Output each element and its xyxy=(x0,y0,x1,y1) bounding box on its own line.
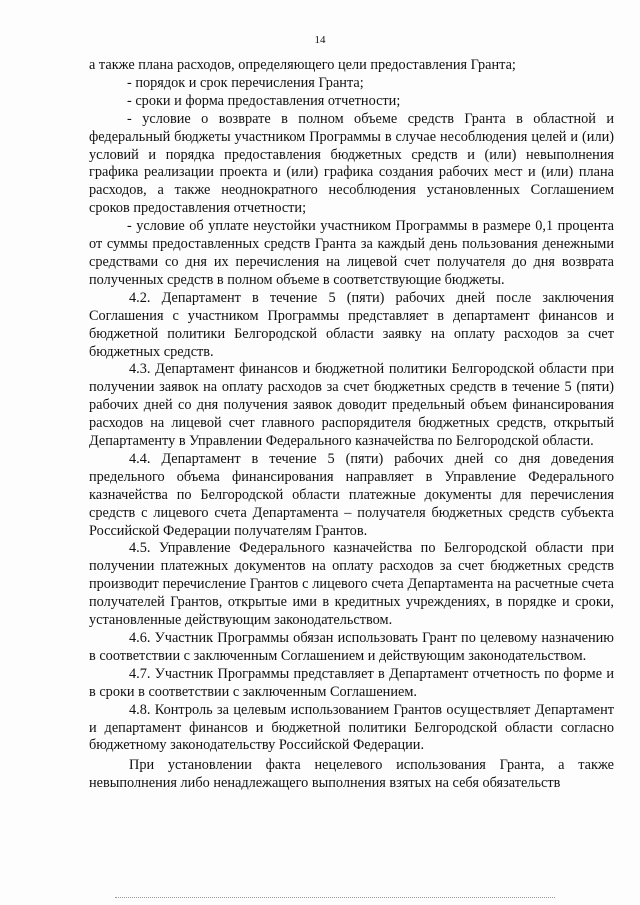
clause-4-7: 4.7. Участник Программы представляет в Департамент отчетность по форме и в сроки в соответствии с заключенным Соглашением. xyxy=(89,665,614,700)
list-item-penalty-condition: - условие об уплате неустойки участником Программы в размере 0,1 процента от суммы предоставленных средств Гранта за каждый день пользования денежными средствами со дня их перечисления на лицевой счет получателя до дня возврата полученных средств в полном объеме в соответствующие бюджеты. xyxy=(89,218,614,288)
paragraph-continuation: а также плана расходов, определяющего цели предоставления Гранта; xyxy=(89,57,516,73)
clause-4-5: 4.5. Управление Федерального казначейства по Белгородской области при получении платежных документов на оплату расходов за счет бюджетных средств производит перечисление Грантов с лицевого счета Департамента на расчетные счета получателей Грантов, открытые ими в кредитных учреждениях, в порядке и сроки, установленные действующим законодательством. xyxy=(89,540,614,629)
footer-divider xyxy=(115,897,555,898)
document-body xyxy=(89,57,614,793)
page-number: 14 xyxy=(314,34,326,46)
clause-4-2: 4.2. Департамент в течение 5 (пяти) рабочих дней после заключения Соглашения с участником Программы представляет в департамент финансов и бюджетной политики Белгородской области заявку на оплату расходов за счет бюджетных средств. xyxy=(89,289,614,360)
clause-4-4: 4.4. Департамент в течение 5 (пяти) рабочих дней со дня доведения предельного объема финансирования направляет в Управление Федерального казначейства по Белгородской области платежные документы для перечисления средств с лицевого счета Департамента – получателя бюджетных средств субъекта Российской Федерации получателям Грантов. xyxy=(89,450,614,539)
clause-4-3: 4.3. Департамент финансов и бюджетной политики Белгородской области при получении заявок на оплату расходов за счет бюджетных средств в течение 5 (пяти) рабочих дней со дня получения заявок доводит предельный объем финансирования расходов на лицевой счет главного распорядителя бюджетных средств, открытый Департаменту в Управлении Федерального казначейства по Белгородской области. xyxy=(89,361,614,450)
paragraph-misuse: При установлении факта нецелевого использования Гранта, а также невыполнения либо ненадлежащего выполнения взятых на себя обязательств xyxy=(89,757,614,792)
clause-4-6: 4.6. Участник Программы обязан использовать Грант по целевому назначению в соответствии с заключенным Соглашением и действующим законодательством. xyxy=(89,630,614,664)
clause-4-8: 4.8. Контроль за целевым использованием Грантов осуществляет Департамент и департамент финансов и бюджетной политики Белгородской области согласно бюджетному законодательству Российской Федерации. xyxy=(89,701,614,754)
list-item-refund-condition: - условие о возврате в полном объеме средств Гранта в областной и федеральный бюджеты участником Программы в случае несоблюдения целей и (или) условий и порядка предоставления бюджетных средств и (или) невыполнения графика реализации проекта и (или) графика создания рабочих мест и (или) плана расходов, а также неоднократного несоблюдения установленных Соглашением сроков предоставления отчетности; xyxy=(89,110,614,217)
list-item-transfer-order: - порядок и срок перечисления Гранта; xyxy=(127,74,364,91)
list-item-reporting-terms: - сроки и форма предоставления отчетности; xyxy=(127,92,401,109)
